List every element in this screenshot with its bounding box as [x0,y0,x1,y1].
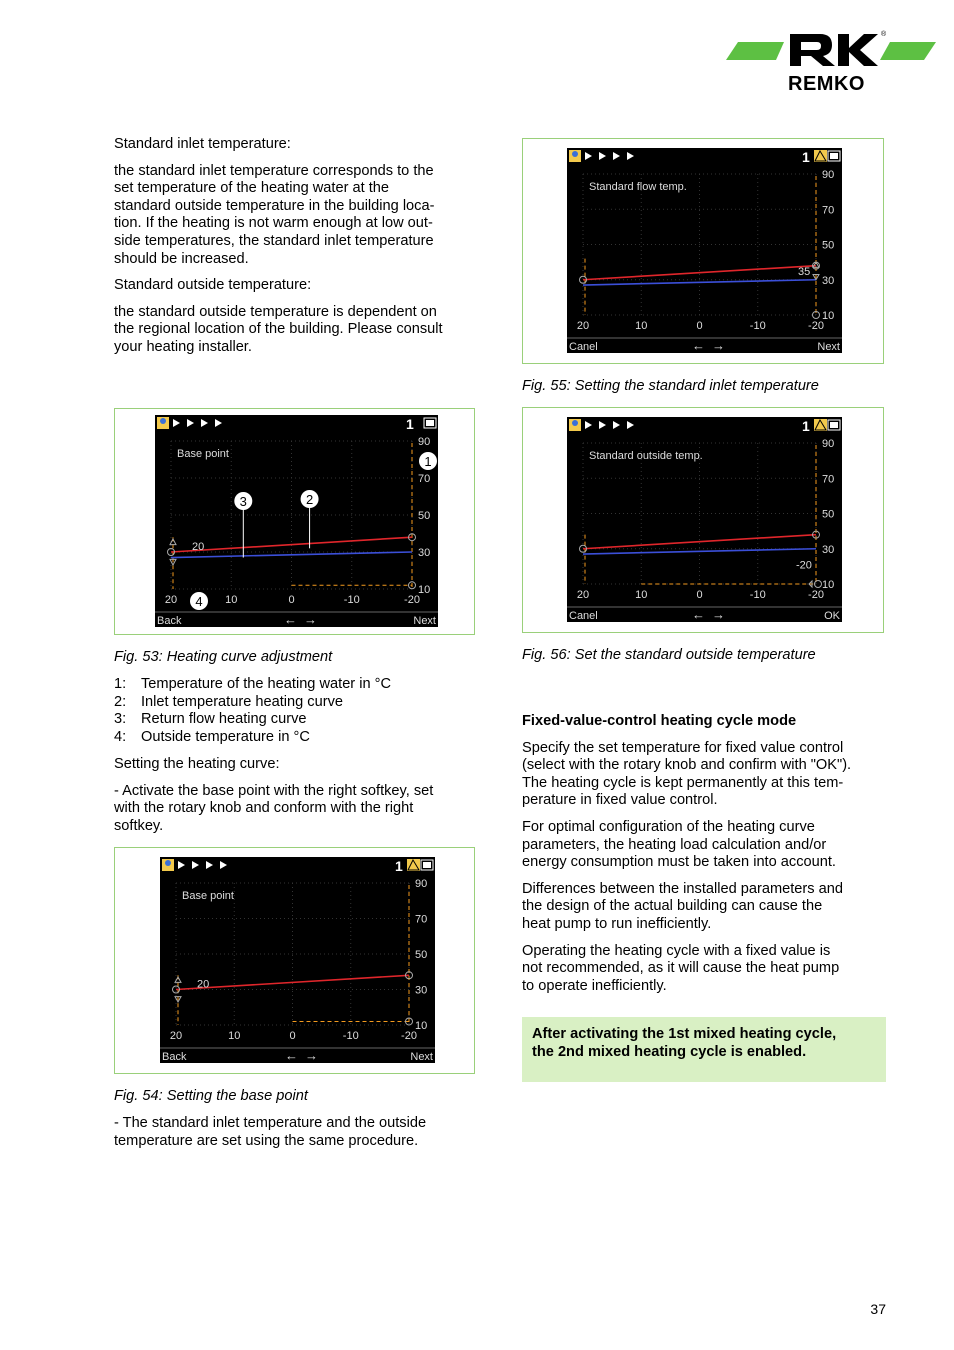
x-tick-label: 10 [228,1030,241,1042]
brand-name: REMKO [788,73,865,94]
list-item [114,729,479,747]
badge-number: 1 [802,149,810,165]
section-heading: Fixed-value-control heating cycle mode [522,713,797,729]
text-line: For optimal configuration of the heating curve [522,818,815,835]
y-tick-label: 10 [418,584,431,596]
registered-mark: ® [881,31,887,38]
x-tick-label: 10 [225,594,238,606]
fig53-caption: Fig. 53: Heating curve adjustment [114,649,333,665]
y-tick-label: 10 [822,310,835,322]
x-tick-label: -10 [749,320,766,332]
display-screen [567,417,842,622]
text-line: your heating installer. [114,338,252,355]
window-fill-icon [830,153,838,159]
y-tick-label: 10 [415,1020,428,1032]
list-item [114,711,479,729]
list-text: Temperature of the heating water in °C [141,676,392,692]
x-tick-label: -10 [342,1030,359,1042]
inlet-curve-line [583,535,816,549]
text-line: not recommended, as it will cause the heat pump [522,960,840,977]
arrow-left-icon: ← [284,612,297,627]
figure-56 [522,407,884,633]
x-tick-label: -20 [808,320,824,332]
right-text [522,713,892,995]
text-line: energy consumption must be taken into account. [522,854,836,871]
value-label: 20 [192,541,205,553]
y-tick-label: 10 [822,579,835,591]
y-tick-label: 70 [418,473,431,485]
text-line: the standard outside temperature is dependent on [114,303,437,320]
note-line: After activating the 1st mixed heating cycle, [532,1026,837,1042]
list-item [114,676,479,694]
text-line: with the rotary knob and conform with the right [114,800,414,817]
figure-legend [114,676,479,746]
list-text: Outside temperature in °C [141,728,310,745]
text-line: set temperature of the heating water at the [114,180,390,197]
fig55-caption: Fig. 55: Setting the standard inlet temperature [522,378,819,394]
text-line: the regional location of the building. Please consult [114,321,443,338]
standard-flow-screen [567,148,842,353]
y-tick-label: 90 [822,169,835,181]
inlet-curve-line [583,266,816,280]
y-tick-label: 50 [418,510,431,522]
x-tick-label: 20 [169,1030,183,1042]
fig56-caption: Fig. 56: Set the standard outside temperature [522,647,816,663]
arrow-left-icon: ← [692,338,705,353]
y-tick-label: 90 [822,438,835,450]
standard-outside-screen [567,417,842,622]
heading-setting-curve: Setting the heating curve: [114,756,280,772]
left-column [114,136,479,357]
y-tick-label: 70 [822,204,835,217]
x-tick-label: 0 [696,589,703,601]
user-head-icon [572,151,578,157]
arrow-right-icon: → [712,338,725,353]
display-screen [155,415,438,627]
value-label: 20 [197,978,210,991]
status-bar [155,415,438,431]
brand-logo [724,30,938,94]
text-line: the design of the actual building can cause the [522,898,823,915]
list-number: 4: [114,728,127,745]
softkey-left: Back [157,615,182,627]
screen-title: Standard outside temp. [589,450,703,462]
heading-standard-inlet: Standard inlet temperature: [114,136,291,152]
x-tick-label: -10 [749,589,766,601]
text-line: - Activate the base point with the right softkey, set [114,782,434,799]
x-tick-label: 20 [576,320,590,332]
status-bar [567,417,842,433]
y-tick-label: 50 [415,949,428,961]
fig54-caption: Fig. 54: Setting the base point [114,1088,308,1104]
screen-title: Base point [177,448,229,460]
x-tick-label: 20 [164,594,178,606]
left-middle-text [114,756,479,835]
y-tick-label: 30 [822,543,835,556]
callout-number: 3 [239,494,247,509]
arrow-right-icon: → [305,1048,318,1063]
arrow-right-icon: → [712,607,725,622]
y-tick-label: 90 [418,436,431,448]
y-tick-label: 30 [415,984,428,997]
x-tick-label: -10 [343,594,360,606]
remko-logo-icon [724,30,938,94]
base-point-screen [160,857,435,1063]
x-tick-label: 10 [635,589,648,601]
y-tick-label: 30 [822,274,835,287]
text-line: Operating the heating cycle with a fixed value is [522,942,831,959]
x-tick-label: 0 [288,594,295,606]
note-box [522,1017,886,1082]
note-line: the 2nd mixed heating cycle is enabled. [532,1043,807,1060]
user-head-icon [572,420,578,426]
softkey-left: Back [162,1051,187,1063]
softkey-left: Canel [569,341,598,353]
return-curve-line [171,552,412,558]
arrow-left-icon: ← [285,1048,298,1063]
y-tick-label: 70 [822,473,835,486]
y-tick-label: 50 [822,508,835,521]
x-tick-label: 20 [576,589,590,601]
status-bar [567,148,842,164]
figure-53 [114,408,475,635]
display-screen [567,148,842,353]
screen-title: Base point [182,890,234,902]
heating-curve-screen [155,415,438,627]
x-tick-label: -20 [808,589,824,601]
heading-standard-outside: Standard outside temperature: [114,277,312,294]
return-curve-line [583,549,816,554]
callout-number: 4 [195,594,203,609]
list-number: 1: [114,676,127,692]
list-number: 2: [114,693,127,710]
text-line: standard outside temperature in the building loca- [114,197,435,214]
text-line: should be increased. [114,250,249,267]
x-tick-label: 10 [635,320,648,332]
badge-number: 1 [395,858,403,874]
text-line: - The standard inlet temperature and the outside [114,1115,427,1131]
left-bottom-text [114,1115,479,1150]
para-standard-outside [114,304,479,357]
badge-number: 1 [406,416,414,432]
text-line: the standard inlet temperature corresponds to the [114,162,434,179]
text-line: to operate inefficiently. [522,977,667,994]
softkey-right: OK [824,610,840,622]
user-head-icon [165,860,171,866]
text-line: perature in fixed value control. [522,792,718,809]
softkey-right: Next [410,1051,433,1063]
callout-number: 2 [305,492,314,507]
figure-54 [114,847,475,1074]
display-screen [160,857,435,1063]
y-tick-label: 30 [418,547,431,559]
text-line: temperature are set using the same procedure. [114,1132,419,1149]
softkey-right: Next [817,341,840,353]
x-tick-label: -20 [404,594,420,606]
text-line: Differences between the installed parameters and [522,880,843,897]
text-line: The heating cycle is kept permanently at this tem- [522,774,844,791]
y-tick-label: 90 [415,878,428,890]
window-fill-icon [426,420,434,426]
text-line: (select with the rotary knob and confirm with "OK"). [522,757,852,774]
list-item [114,694,479,712]
para-standard-inlet [114,163,479,269]
x-tick-label: 0 [696,320,703,332]
callout-number: 1 [424,454,432,469]
arrow-right-icon: → [304,612,317,627]
window-fill-icon [830,422,838,428]
text-line: tion. If the heating is not warm enough at low out- [114,215,433,232]
user-head-icon [160,418,166,424]
arrow-left-icon: ← [692,607,705,622]
figure-55 [522,138,884,364]
softkey-left: Canel [569,610,598,622]
page-number: 37 [870,1301,886,1317]
text-line: side temperatures, the standard inlet temperature [114,232,434,249]
badge-number: 1 [802,418,810,434]
list-number: 3: [114,711,127,728]
value-label: -20 [796,559,812,572]
list-text: Inlet temperature heating curve [141,693,343,710]
status-bar [160,857,435,873]
x-tick-label: -20 [401,1030,417,1042]
text-line: Specify the set temperature for fixed value control [522,739,844,756]
window-fill-icon [423,862,431,868]
y-tick-label: 50 [822,239,835,252]
value-label: 35 [798,265,811,278]
text-line: parameters, the heating load calculation and/or [522,836,827,853]
list-text: Return flow heating curve [141,711,307,728]
return-curve-line [583,280,816,285]
softkey-right: Next [413,615,436,627]
screen-title: Standard flow temp. [589,181,687,193]
text-line: softkey. [114,817,164,834]
text-line: heat pump to run inefficiently. [522,915,712,932]
x-tick-label: 0 [289,1030,296,1042]
y-tick-label: 70 [415,913,428,926]
